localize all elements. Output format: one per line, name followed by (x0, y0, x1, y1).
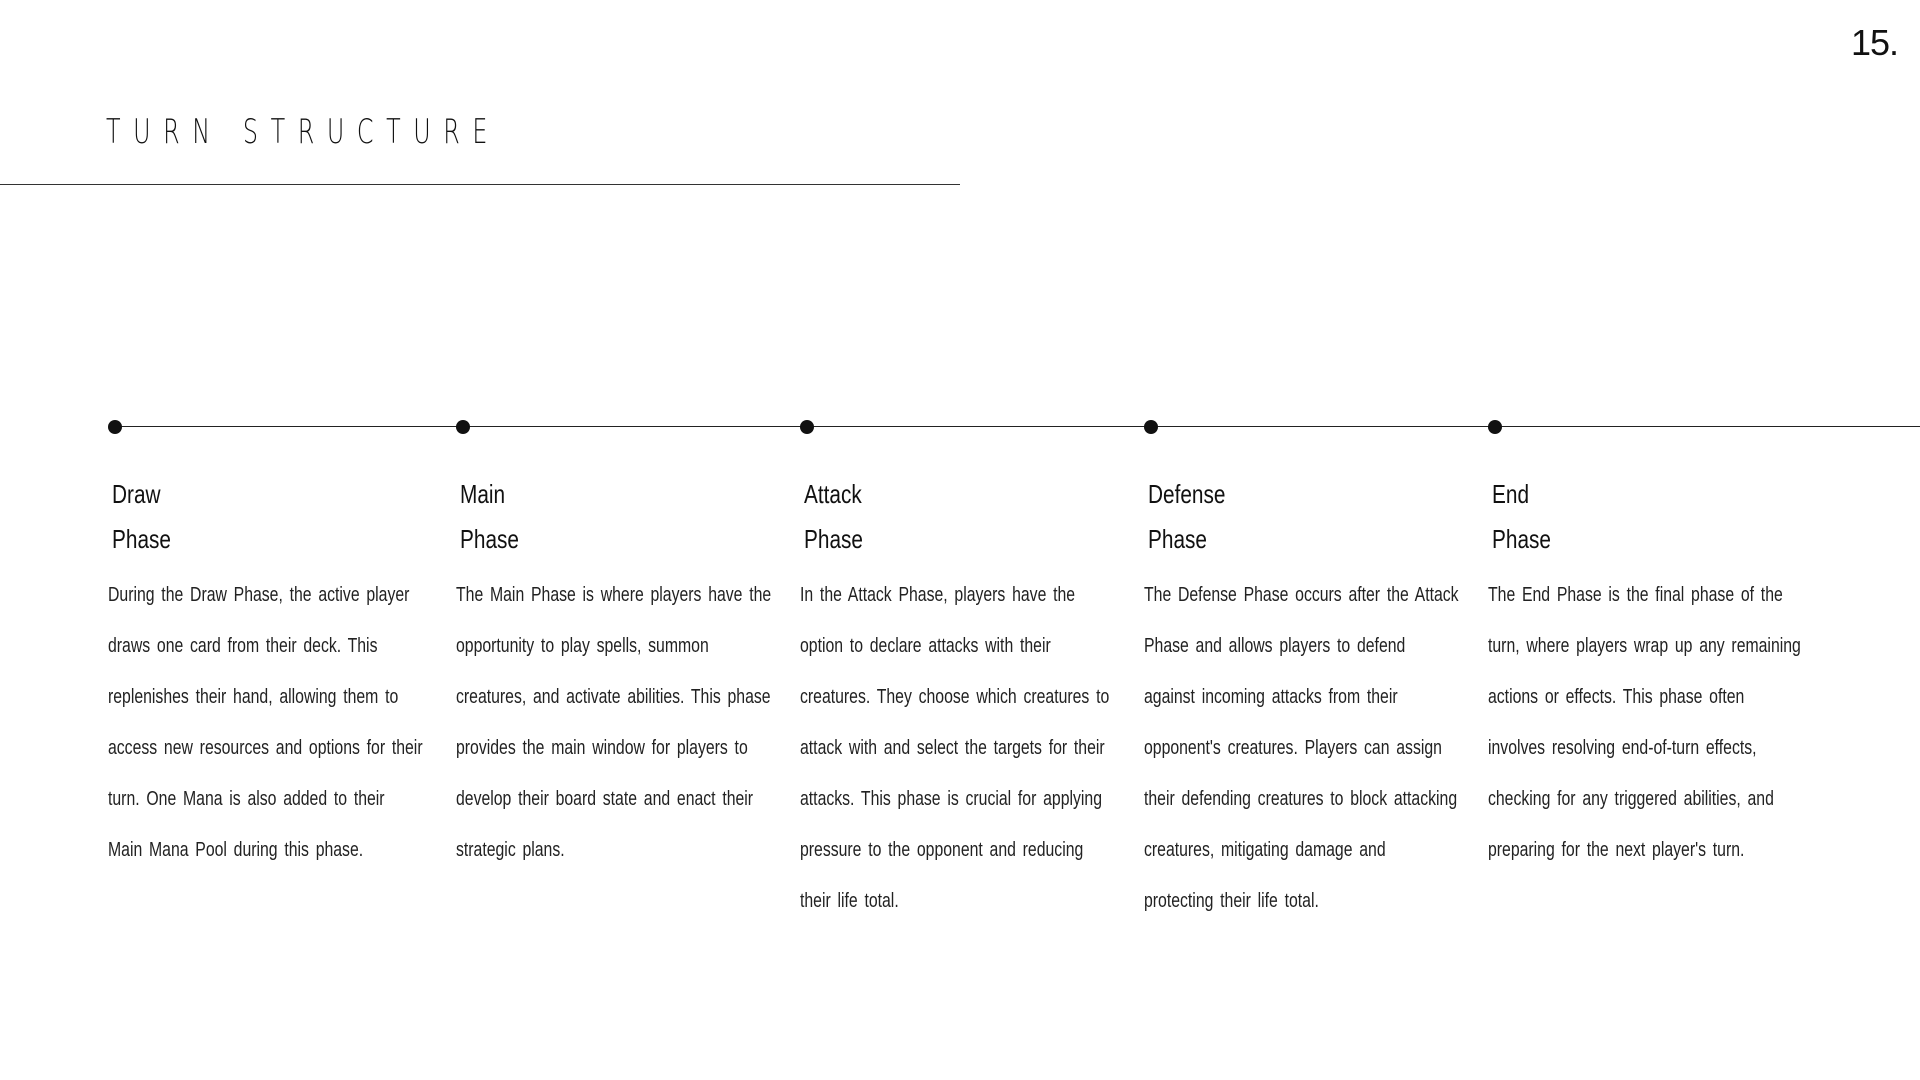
phase-title-line1: Defense (1148, 479, 1226, 509)
timeline-dot (800, 420, 814, 434)
phase-title (804, 472, 863, 562)
title-divider (0, 184, 960, 185)
phase-description: The End Phase is the final phase of the turn, where players wrap up any remaining actions or effects. This phase often involves resolving end-of-turn effects, checking for any triggered abilities, and preparing for the next player's turn. (1488, 584, 1801, 861)
timeline-line (115, 426, 1920, 427)
phase-title (1148, 472, 1225, 562)
phase-title-line1: Main (460, 479, 506, 509)
phase-title (1492, 472, 1551, 562)
timeline-dot (108, 420, 122, 434)
phase-title (460, 472, 519, 562)
phase-title-line2: Phase (112, 524, 171, 554)
page-title: TURN STRUCTURE (106, 112, 501, 152)
timeline-dot (1144, 420, 1158, 434)
phase-title (112, 472, 171, 562)
page-number: 15. (1850, 22, 1898, 63)
phase-title-line1: Draw (112, 479, 161, 509)
phase-description: In the Attack Phase, players have the option to declare attacks with their creatures. They choose which creatures to attack with and select the targets for their attacks. This phase is crucial for applying pressure to the opponent and reducing their life total. (800, 584, 1110, 912)
phase-description: During the Draw Phase, the active player draws one card from their deck. This replenishes their hand, allowing them to access new resources and options for their turn. One Mana is also added to their Main Mana Pool during this phase. (108, 584, 423, 861)
timeline-dot (456, 420, 470, 434)
phase-title-line2: Phase (1492, 524, 1551, 554)
phase-description: The Defense Phase occurs after the Attack Phase and allows players to defend against incoming attacks from their opponent's creatures. Players can assign their defending creatures to block attacking creatures, mitigating damage and protecting their life total. (1144, 584, 1459, 912)
phase-title-line1: End (1492, 479, 1530, 509)
timeline-dot (1488, 420, 1502, 434)
phase-title-line1: Attack (804, 479, 862, 509)
phase-description: The Main Phase is where players have the opportunity to play spells, summon creatures, and activate abilities. This phase provides the main window for players to develop their board state and enact their strategic plans. (456, 584, 772, 861)
phase-title-line2: Phase (1148, 524, 1207, 554)
phase-title-line2: Phase (460, 524, 519, 554)
phase-title-line2: Phase (804, 524, 863, 554)
